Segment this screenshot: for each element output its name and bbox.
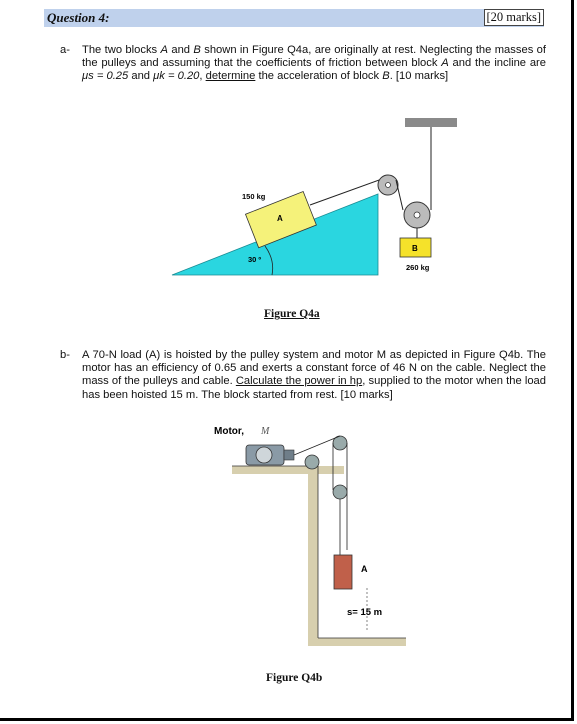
determine-word: determine — [205, 70, 256, 83]
mu-s: μs = 0.25 — [82, 70, 129, 83]
ground-wall — [308, 466, 318, 646]
ground-shelf — [232, 466, 344, 474]
figure-q4b-caption: Figure Q4b — [266, 672, 323, 684]
ceiling-support — [405, 118, 457, 127]
part-b-text: A 70-N load (A) is hoisted by the pulley system and motor M as depicted in Figure Q4b. The motor has an efficiency of 0.65 and exerts a constant force of 46 N on the cable. Neglect the mass of the pulleys and cable. Calculate the power in hp, supplied to the motor when the load has been hoisted 15 m. The block started from rest. [10 marks] — [82, 349, 546, 401]
part-b-paragraph — [60, 349, 546, 402]
block-b-label: B — [412, 244, 418, 253]
part-a-paragraph — [60, 44, 546, 84]
corner-pulley — [305, 455, 319, 469]
motor-symbol: M — [261, 426, 270, 437]
distance-label: s= 15 m — [347, 607, 383, 618]
mass-a-label: 150 kg — [242, 192, 266, 201]
movable-pulley — [333, 485, 347, 499]
mu-k: μk = 0.20 — [153, 70, 200, 83]
motor-drum — [256, 447, 272, 463]
part-b-marks: [10 marks] — [340, 388, 393, 401]
angle-label: 30 º — [248, 255, 262, 264]
figure-q4a-caption: Figure Q4a — [264, 308, 320, 320]
calculate-phrase: Calculate the power in hp — [235, 375, 363, 388]
load-a — [334, 555, 352, 589]
figure-q4b — [210, 420, 410, 655]
figure-q4a — [160, 110, 480, 290]
question-header-bar — [44, 9, 544, 27]
motor-label: Motor, — [214, 426, 244, 437]
part-b-label: b- — [60, 349, 70, 361]
load-label: A — [361, 564, 368, 574]
total-marks: [20 marks] — [484, 9, 545, 26]
block-a-label: A — [277, 214, 283, 223]
ground-floor — [308, 638, 406, 646]
part-a-text: The two blocks A and B shown in Figure Q4a, are originally at rest. Neglecting the masses of the pulleys and assuming that the coefficients of friction between block A and the incline are μs = 0.25 and μk = 0.20, determine the acceleration of block B. [10 marks] — [82, 44, 546, 83]
part-a-label: a- — [60, 44, 70, 56]
mass-b-label: 260 kg — [406, 263, 430, 272]
question-title: Question 4: — [47, 10, 110, 25]
